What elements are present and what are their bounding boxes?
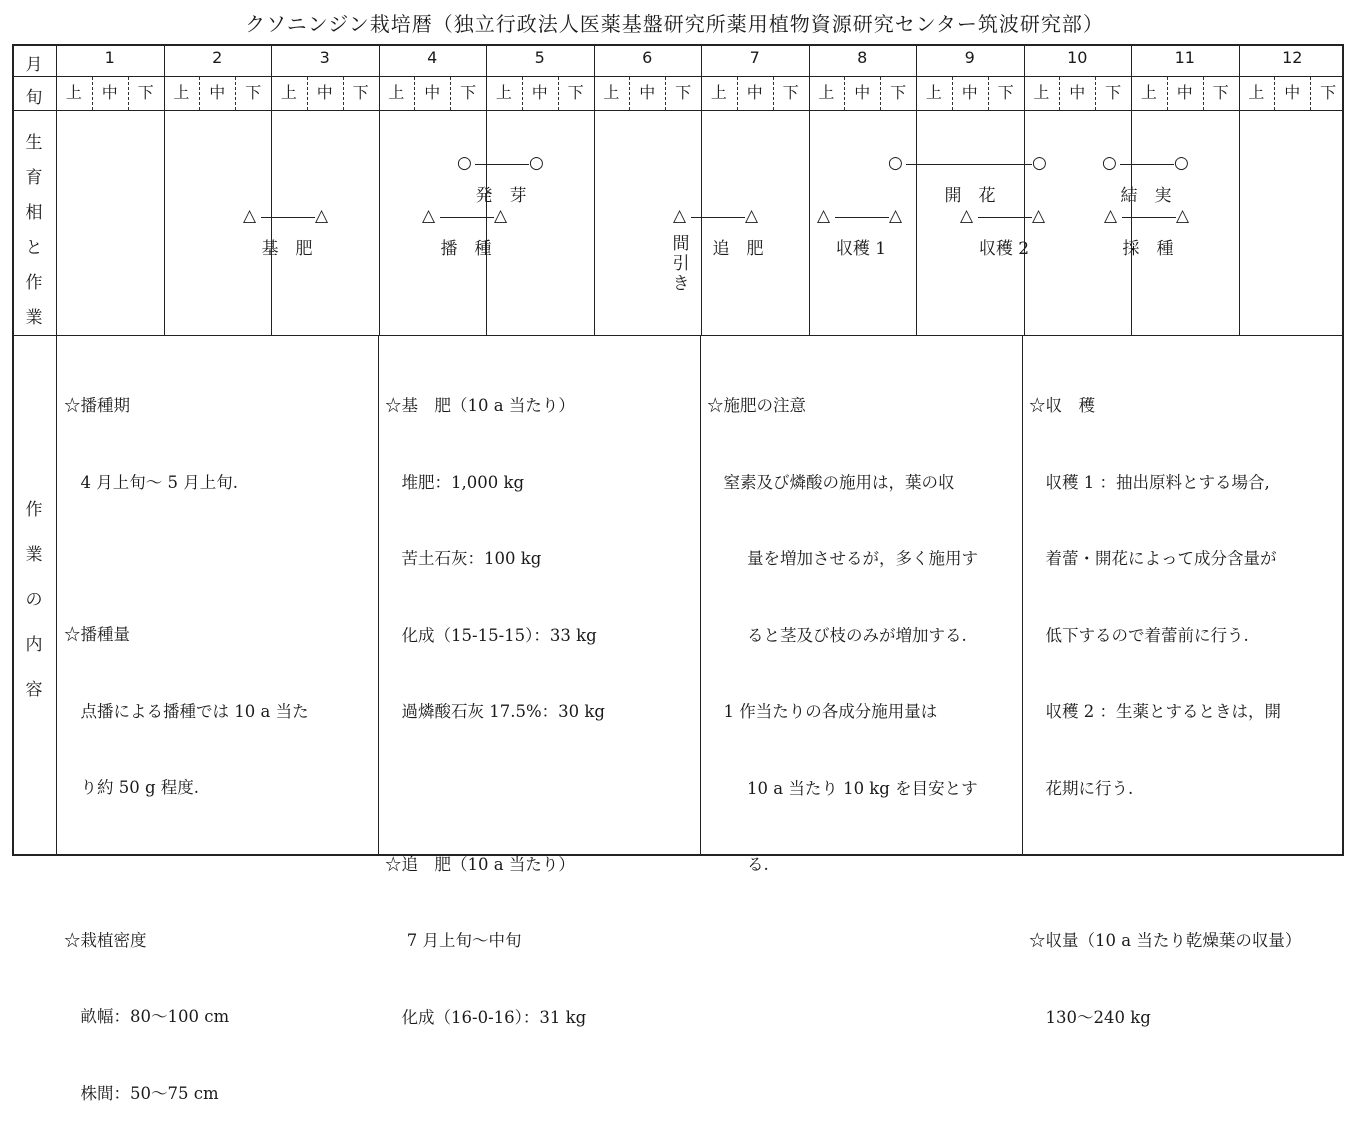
jun-divider bbox=[844, 77, 845, 110]
label-column-divider bbox=[56, 44, 57, 856]
seed-collection-span bbox=[1122, 217, 1176, 218]
sowing-amount-text: り約 50 g 程度. bbox=[64, 778, 200, 797]
caution-text: 窒素及び燐酸の施用は，葉の収 bbox=[707, 472, 955, 492]
spacer bbox=[1029, 852, 1301, 877]
growth-label-char: 生 bbox=[25, 133, 43, 153]
jun-cell: 中 bbox=[854, 83, 871, 102]
caution-text: ると茎及び枝のみが増加する. bbox=[747, 625, 967, 645]
sowing-span bbox=[440, 217, 494, 218]
harvest1-span bbox=[835, 217, 889, 218]
density-heading: ☆栽植密度 bbox=[64, 930, 147, 950]
jun-cell: 下 bbox=[352, 83, 369, 102]
germination-start-marker: ○ bbox=[457, 153, 472, 173]
jun-cell: 中 bbox=[101, 83, 118, 102]
jun-cell: 中 bbox=[531, 83, 548, 102]
jun-divider bbox=[1274, 77, 1275, 110]
seed-collection-end-marker: △ bbox=[1176, 206, 1190, 226]
caution-text: 1 作当たりの各成分施用量は bbox=[707, 702, 938, 721]
month-number: 4 bbox=[427, 48, 438, 67]
jun-divider bbox=[343, 77, 344, 110]
jun-cell: 下 bbox=[1320, 83, 1337, 102]
work-label-char: 容 bbox=[25, 680, 43, 700]
jun-cell: 上 bbox=[1248, 83, 1265, 102]
germination-label: 発 芽 bbox=[475, 186, 527, 206]
base-fert-end-marker: △ bbox=[315, 206, 329, 226]
jun-divider bbox=[414, 77, 415, 110]
notes-divider bbox=[1022, 335, 1023, 856]
jun-divider bbox=[450, 77, 451, 110]
sowing-amount-text: 点播による播種では 10 a 当た bbox=[64, 701, 309, 721]
jun-cell: 上 bbox=[280, 83, 297, 102]
base-fert-text: 過燐酸石灰 17.5%：30 kg bbox=[385, 702, 605, 721]
work-label-char: 内 bbox=[25, 635, 43, 655]
notes-divider bbox=[378, 335, 379, 856]
fruiting-span bbox=[1120, 164, 1174, 165]
jun-cell: 下 bbox=[782, 83, 799, 102]
jun-cell: 中 bbox=[639, 83, 656, 102]
jun-cell: 上 bbox=[710, 83, 727, 102]
month-number: 6 bbox=[642, 48, 653, 67]
jun-divider bbox=[199, 77, 200, 110]
jun-cell: 下 bbox=[890, 83, 907, 102]
base-fert-label: 基 肥 bbox=[261, 239, 313, 259]
flowering-end-marker: ○ bbox=[1032, 153, 1047, 173]
spacer bbox=[385, 776, 605, 801]
month-number: 1 bbox=[104, 48, 115, 67]
growth-label-char: 作 bbox=[25, 273, 43, 293]
jun-divider bbox=[128, 77, 129, 110]
jun-cell: 上 bbox=[1033, 83, 1050, 102]
jun-divider bbox=[737, 77, 738, 110]
month-number: 11 bbox=[1174, 48, 1195, 67]
fruiting-label: 結 実 bbox=[1120, 186, 1172, 206]
top-dressing-heading: ☆追 肥（10 a 当たり） bbox=[385, 854, 575, 874]
density-text: 畝幅：80～100 cm bbox=[64, 1007, 230, 1026]
jun-cell: 中 bbox=[424, 83, 441, 102]
flowering-start-marker: ○ bbox=[888, 153, 903, 173]
caution-text: る. bbox=[747, 855, 769, 874]
month-number: 7 bbox=[749, 48, 760, 67]
jun-cell: 中 bbox=[746, 83, 763, 102]
jun-divider bbox=[92, 77, 93, 110]
thinning-span bbox=[691, 217, 745, 218]
thinning-end-marker: △ bbox=[745, 206, 759, 226]
density-text: 株間：50～75 cm bbox=[64, 1083, 219, 1103]
spacer bbox=[64, 852, 309, 877]
harvest-text: 収穫 2 ：生薬とするときは，開 bbox=[1029, 702, 1281, 721]
fruiting-end-marker: ○ bbox=[1174, 153, 1189, 173]
notes-sowing-column bbox=[64, 342, 309, 1132]
base-fert-heading: ☆基 肥（10 a 当たり） bbox=[385, 396, 575, 415]
sowing-label: 播 種 bbox=[440, 239, 492, 259]
base-fert-start-marker: △ bbox=[243, 206, 257, 226]
page-title: クソニンジン栽培暦（独立行政法人医薬基盤研究所薬用植物資源研究センター筑波研究部） bbox=[245, 12, 1104, 36]
growth-label-char: 業 bbox=[25, 308, 43, 328]
jun-cell: 上 bbox=[818, 83, 835, 102]
seed-collection-label: 採 種 bbox=[1122, 239, 1174, 259]
germination-span bbox=[475, 164, 529, 165]
notes-divider bbox=[700, 335, 701, 856]
month-number: 5 bbox=[534, 48, 545, 67]
caution-text: 10 a 当たり 10 kg を目安とす bbox=[747, 778, 978, 798]
harvest1-end-marker: △ bbox=[889, 206, 903, 226]
jun-cell: 中 bbox=[1069, 83, 1086, 102]
jun-cell: 下 bbox=[245, 83, 262, 102]
fruiting-start-marker: ○ bbox=[1102, 153, 1117, 173]
harvest1-label: 収穫 1 bbox=[835, 239, 887, 259]
work-label-char: 業 bbox=[25, 545, 43, 565]
jun-divider bbox=[558, 77, 559, 110]
base-fert-span bbox=[261, 217, 315, 218]
seed-collection-start-marker: △ bbox=[1104, 206, 1118, 226]
harvest2-start-marker: △ bbox=[960, 206, 974, 226]
month-number: 12 bbox=[1282, 48, 1303, 67]
jun-cell: 中 bbox=[1284, 83, 1301, 102]
month-number: 2 bbox=[212, 48, 223, 67]
base-fert-text: 化成（15-15-15）：33 kg bbox=[385, 625, 597, 645]
notes-caution-column bbox=[707, 342, 978, 903]
harvest2-label: 収穫 2 bbox=[978, 239, 1030, 259]
sowing-period-heading: ☆播種期 bbox=[64, 396, 130, 415]
jun-divider bbox=[235, 77, 236, 110]
jun-cell: 下 bbox=[460, 83, 477, 102]
notes-fertilizer-column bbox=[385, 342, 605, 1056]
jun-divider bbox=[1059, 77, 1060, 110]
growth-label bbox=[12, 128, 56, 328]
jun-divider bbox=[629, 77, 630, 110]
month-number: 3 bbox=[319, 48, 330, 67]
spacer bbox=[64, 546, 309, 571]
harvest-text: 着蕾・開花によって成分含量が bbox=[1029, 549, 1277, 568]
jun-cell: 上 bbox=[925, 83, 942, 102]
jun-divider bbox=[880, 77, 881, 110]
jun-divider bbox=[1203, 77, 1204, 110]
jun-label: 旬 bbox=[25, 88, 43, 108]
month-number: 9 bbox=[964, 48, 975, 67]
month-row-divider bbox=[12, 76, 1344, 77]
jun-divider bbox=[1095, 77, 1096, 110]
top-dressing-text: 7 月上旬～中旬 bbox=[385, 931, 522, 950]
jun-cell: 下 bbox=[1212, 83, 1229, 102]
work-label-char: の bbox=[25, 590, 43, 610]
jun-cell: 中 bbox=[961, 83, 978, 102]
sowing-end-marker: △ bbox=[494, 206, 508, 226]
yield-heading: ☆収量（10 a 当たり乾燥葉の収量） bbox=[1029, 931, 1302, 950]
jun-cell: 下 bbox=[997, 83, 1014, 102]
jun-cell: 下 bbox=[675, 83, 692, 102]
growth-label-char: と bbox=[25, 238, 43, 258]
jun-cell: 上 bbox=[173, 83, 190, 102]
harvest2-end-marker: △ bbox=[1032, 206, 1046, 226]
germination-end-marker: ○ bbox=[529, 153, 544, 173]
harvest-heading: ☆収 穫 bbox=[1029, 396, 1095, 415]
harvest-text: 低下するので着蕾前に行う. bbox=[1029, 625, 1249, 645]
jun-divider bbox=[773, 77, 774, 110]
jun-divider bbox=[522, 77, 523, 110]
jun-cell: 下 bbox=[137, 83, 154, 102]
jun-cell: 中 bbox=[1176, 83, 1193, 102]
growth-row-divider bbox=[12, 335, 1344, 336]
base-fert-text: 堆肥：1,000 kg bbox=[385, 472, 525, 492]
jun-cell: 中 bbox=[316, 83, 333, 102]
jun-cell: 下 bbox=[567, 83, 584, 102]
top-dressing-label: 追 肥 bbox=[712, 239, 764, 259]
sowing-start-marker: △ bbox=[422, 206, 436, 226]
growth-label-char: 育 bbox=[25, 168, 43, 188]
harvest-text: 収穫 1 ：抽出原料とする場合, bbox=[1029, 472, 1270, 492]
month-number: 10 bbox=[1067, 48, 1088, 67]
jun-cell: 上 bbox=[1140, 83, 1157, 102]
jun-divider bbox=[988, 77, 989, 110]
base-fert-text: 苦土石灰：100 kg bbox=[385, 549, 542, 568]
flowering-span bbox=[906, 164, 1032, 165]
month-label: 月 bbox=[25, 55, 43, 75]
jun-row-divider bbox=[12, 110, 1344, 111]
yield-text: 130～240 kg bbox=[1029, 1007, 1151, 1027]
thinning-start-marker: △ bbox=[673, 206, 687, 226]
growth-label-char: 相 bbox=[25, 203, 43, 223]
jun-cell: 上 bbox=[603, 83, 620, 102]
jun-cell: 中 bbox=[209, 83, 226, 102]
jun-divider bbox=[307, 77, 308, 110]
top-dressing-text: 化成（16-0-16）：31 kg bbox=[385, 1007, 587, 1027]
jun-cell: 上 bbox=[388, 83, 405, 102]
jun-cell: 下 bbox=[1105, 83, 1122, 102]
flowering-label: 開 花 bbox=[944, 186, 996, 206]
jun-divider bbox=[952, 77, 953, 110]
caution-text: 量を増加させるが，多く施用す bbox=[747, 549, 978, 568]
harvest1-start-marker: △ bbox=[817, 206, 831, 226]
caution-heading: ☆施肥の注意 bbox=[707, 396, 806, 415]
jun-cell: 上 bbox=[65, 83, 82, 102]
jun-divider bbox=[1167, 77, 1168, 110]
month-number: 8 bbox=[857, 48, 868, 67]
notes-harvest-column bbox=[1029, 342, 1301, 1056]
harvest2-span bbox=[978, 217, 1032, 218]
sowing-period-text: 4 月上旬～ 5 月上旬. bbox=[64, 472, 238, 492]
jun-divider bbox=[665, 77, 666, 110]
thinning-label: 間 引 き bbox=[672, 234, 690, 294]
jun-divider bbox=[1310, 77, 1311, 110]
work-label bbox=[12, 495, 56, 700]
sowing-amount-heading: ☆播種量 bbox=[64, 625, 130, 644]
work-label-char: 作 bbox=[25, 500, 43, 520]
jun-cell: 上 bbox=[495, 83, 512, 102]
harvest-text: 花期に行う. bbox=[1029, 778, 1134, 798]
